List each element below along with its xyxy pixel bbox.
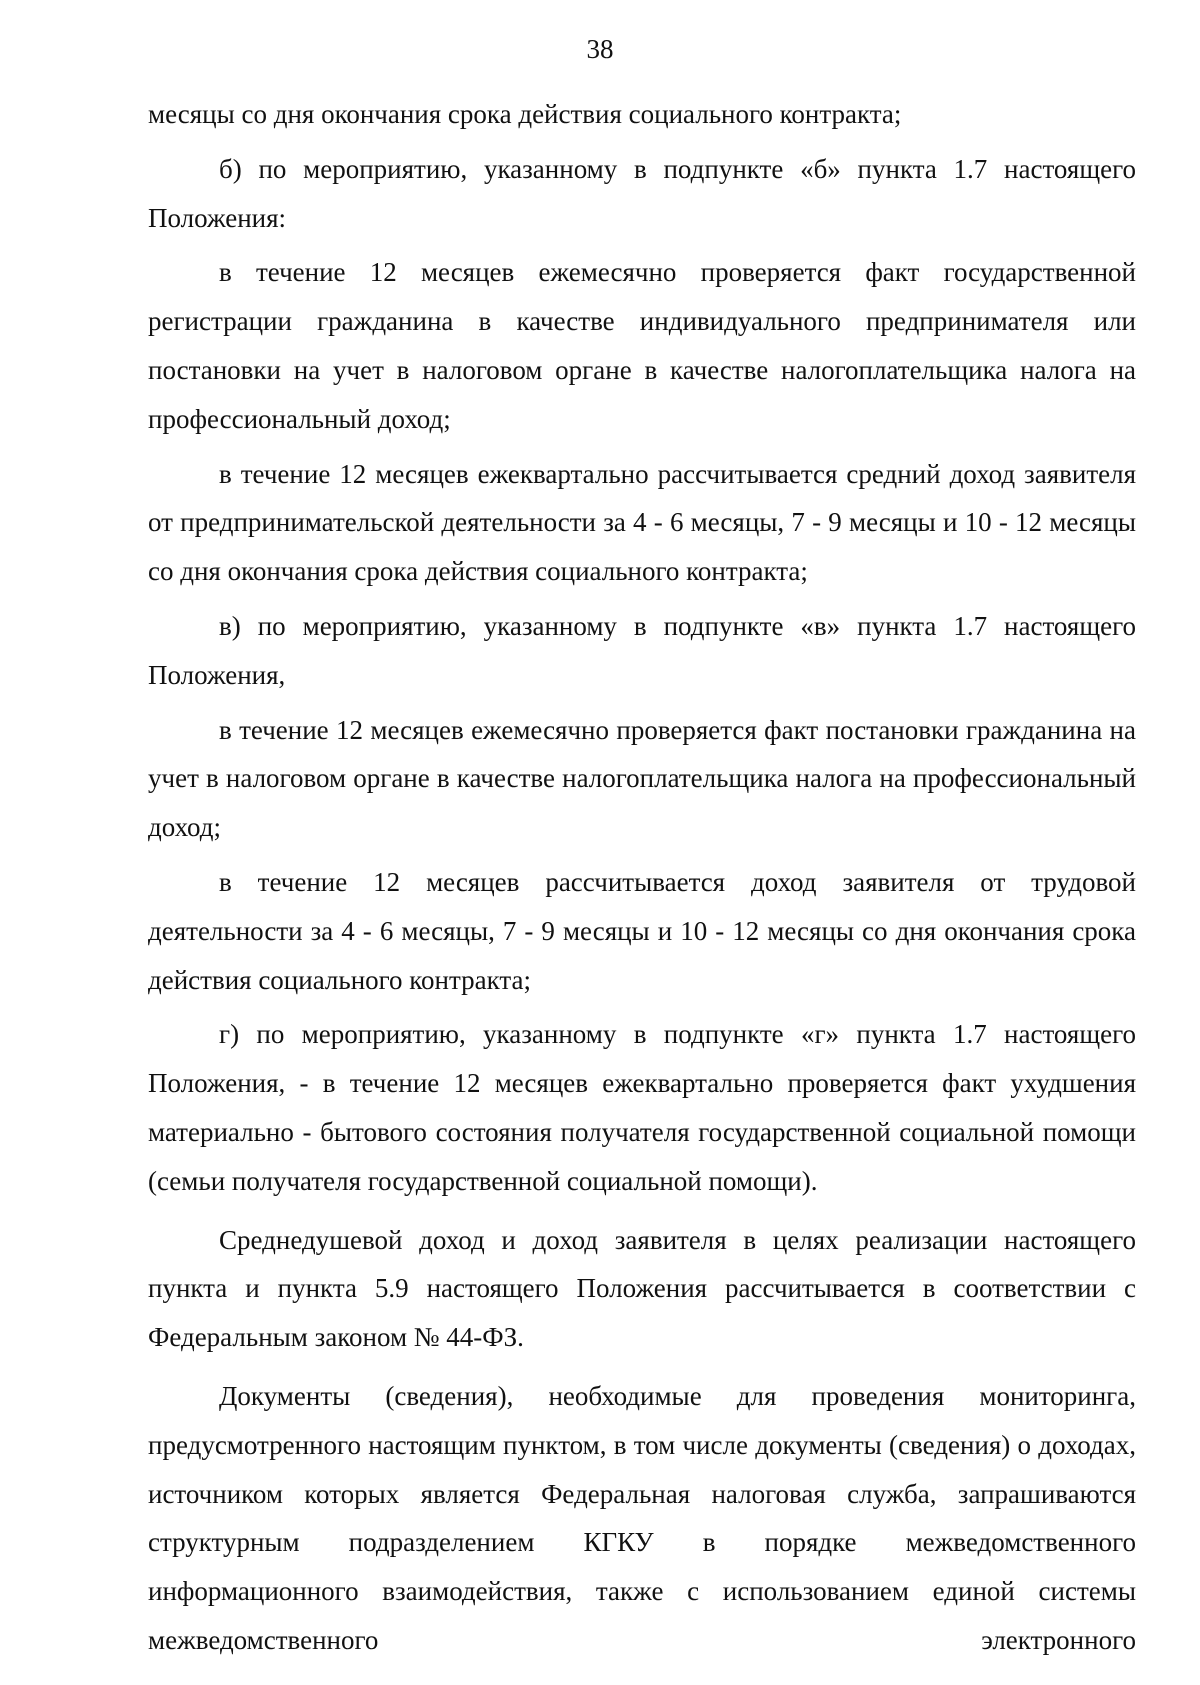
page-number: 38	[586, 34, 614, 64]
paragraph-average-income: Среднедушевой доход и доход заявителя в целях реализации настоящего пункта и пункта 5.9 настоящего Положения рассчитывается в соответствии с Федеральным законом № 44-ФЗ.	[148, 1224, 1136, 1353]
paragraph-item-v: в) по мероприятию, указанному в подпункте «в» пункта 1.7 настоящего Положения,	[148, 610, 1136, 690]
paragraph-item-b: б) по мероприятию, указанному в подпункте «б» пункта 1.7 настоящего Положения:	[148, 153, 1136, 233]
paragraph-v-income-calculation: в течение 12 месяцев рассчитывается доход заявителя от трудовой деятельности за 4 - 6 месяцы, 7 - 9 месяцы и 10 - 12 месяцы со дня окончания срока действия социального контракта;	[148, 866, 1136, 995]
paragraph-documents: Документы (сведения), необходимые для проведения мониторинга, предусмотренного настоящим пунктом, в том числе документы (сведения) о доходах, источником которых является Федеральная налоговая служба, запрашиваются структурным подразделением КГКУ в порядке межведомственного информационного взаимодействия, также с использованием единой системы межведомственного электронного	[148, 1380, 1136, 1655]
paragraph-b-registration-check: в течение 12 месяцев ежемесячно проверяется факт государственной регистрации гражданина в качестве индивидуального предпринимателя или постановки на учет в налоговом органе в качестве налогоплательщика налога на профессиональный доход;	[148, 257, 1136, 434]
paragraph-b-income-calculation: в течение 12 месяцев ежеквартально рассчитывается средний доход заявителя от предпринимательской деятельности за 4 - 6 месяцы, 7 - 9 месяцы и 10 - 12 месяцы со дня окончания срока действия социального контракта;	[148, 458, 1136, 587]
paragraph-item-g: г) по мероприятию, указанному в подпункте «г» пункта 1.7 настоящего Положения, - в течение 12 месяцев ежеквартально проверяется факт ухудшения материально - бытового состояния получателя государственной социальной помощи (семьи получателя государственной социальной помощи).	[148, 1019, 1136, 1196]
paragraph-continuation: месяцы со дня окончания срока действия социального контракта;	[148, 99, 902, 129]
document-body	[148, 90, 1136, 1665]
paragraph-v-registration-check: в течение 12 месяцев ежемесячно проверяется факт постановки гражданина на учет в налоговом органе в качестве налогоплательщика налога на профессиональный доход;	[148, 714, 1136, 843]
